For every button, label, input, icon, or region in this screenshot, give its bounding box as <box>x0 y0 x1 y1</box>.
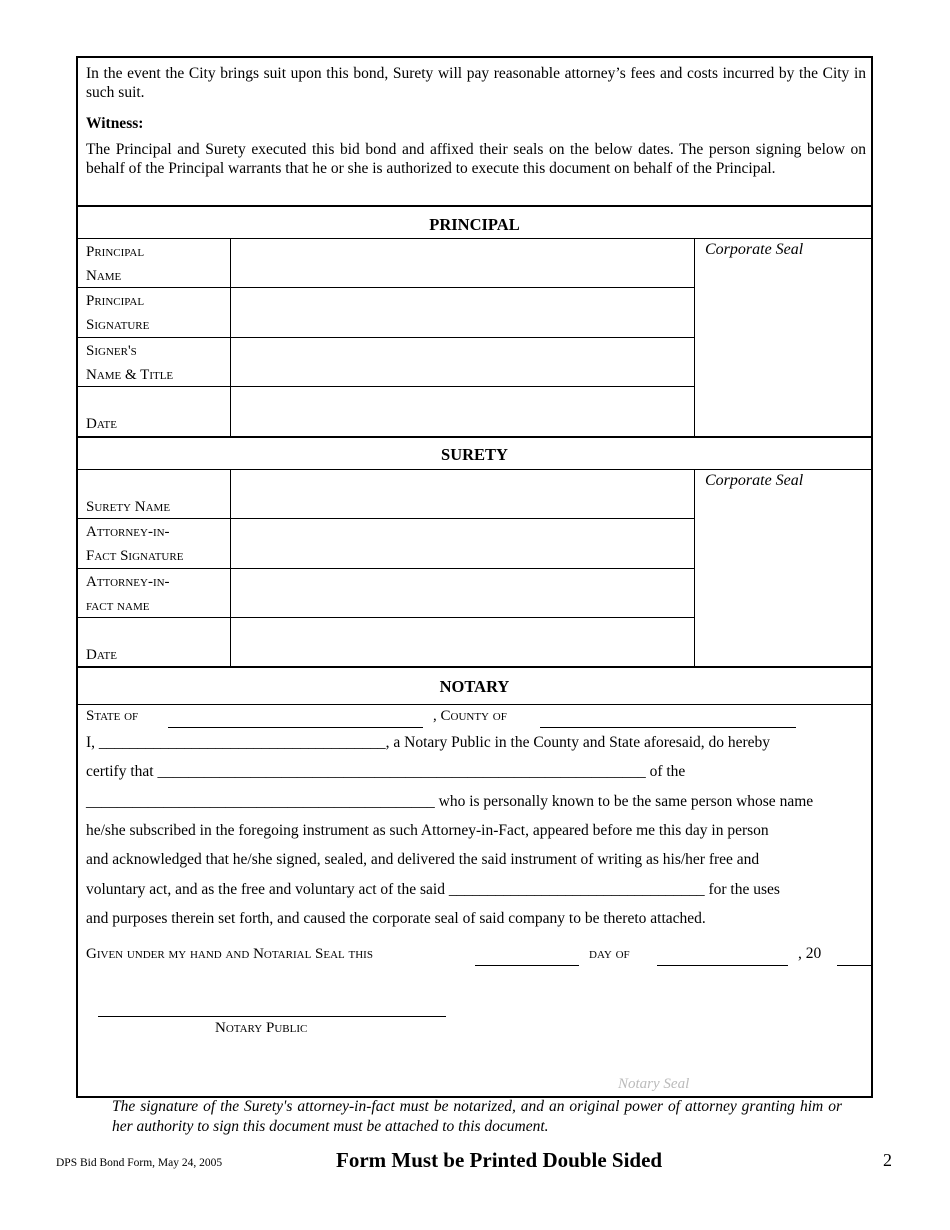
county-field-line <box>540 727 796 728</box>
year-prefix: , 20 <box>798 945 822 962</box>
label-line: Attorney-in- <box>86 574 170 590</box>
label-line: Date <box>86 416 117 432</box>
day-of-label: day of <box>589 946 630 962</box>
divider <box>78 666 871 668</box>
principal-date-field[interactable] <box>231 387 693 436</box>
witness-heading: Witness: <box>86 115 144 132</box>
principal-signature-field[interactable] <box>231 288 693 337</box>
text-fragment: certify that <box>86 763 158 780</box>
label-line <box>86 471 170 495</box>
surety-date-field[interactable] <box>231 618 693 666</box>
form-id: DPS Bid Bond Form, May 24, 2005 <box>56 1157 223 1169</box>
label-line: Principal <box>86 244 145 260</box>
attorney-in-fact-signature-label <box>86 520 183 568</box>
text-fragment: of the <box>645 763 686 780</box>
page-number: 2 <box>883 1150 892 1170</box>
notary-name-blank[interactable]: _____________________________________ <box>98 734 386 751</box>
principal-name-label <box>86 240 144 288</box>
principal-name-field[interactable] <box>231 239 693 287</box>
month-field[interactable] <box>657 946 788 965</box>
label-line: Attorney-in- <box>86 524 170 540</box>
notary-text-line: and purposes therein set forth, and caused the corporate seal of said company to be thereto attached. <box>86 910 706 927</box>
label-line <box>86 388 117 412</box>
label-line: Date <box>86 647 117 663</box>
text-fragment: , a Notary Public in the County and State aforesaid, do hereby <box>385 734 771 751</box>
label-line: fact name <box>86 598 150 614</box>
label-line: Signer's <box>86 343 137 359</box>
principal-corporate-seal-label: Corporate Seal <box>705 241 804 258</box>
text-fragment: I, <box>86 734 99 751</box>
principal-signature-label <box>86 289 149 337</box>
notarization-footnote: The signature of the Surety's attorney-in-fact must be notarized, and an original power of attorney granting him or her authority to sign this document must be attached to this document. <box>112 1098 842 1135</box>
surety-title: SURETY <box>441 445 508 464</box>
notary-text-line <box>86 881 780 899</box>
notary-text-line: he/she subscribed in the foregoing instrument as such Attorney-in-Fact, appeared before me this day in person <box>86 822 769 839</box>
divider <box>694 238 695 437</box>
divider <box>78 205 871 207</box>
print-notice: Form Must be Printed Double Sided <box>336 1148 663 1172</box>
notary-title: NOTARY <box>439 677 510 696</box>
notary-text-line <box>86 763 685 781</box>
label-line: Name <box>86 268 122 284</box>
witness-paragraph: The Principal and Surety executed this bid bond and affixed their seals on the below dates. The person signing below on behalf of the Principal warrants that he or she is authorized to execute this document on behalf of the Principal. <box>86 141 866 177</box>
divider <box>78 436 871 438</box>
label-line <box>86 619 117 643</box>
day-field[interactable] <box>475 946 579 965</box>
state-of-label: State of <box>86 708 139 724</box>
text-fragment: for the uses <box>704 881 780 898</box>
label-line: Fact Signature <box>86 548 184 564</box>
surety-date-label <box>86 619 117 667</box>
day-field-line <box>475 965 579 966</box>
company-blank[interactable]: _____________________________________________ <box>86 793 435 810</box>
notary-public-label: Notary Public <box>215 1020 308 1036</box>
notary-text-line <box>86 793 813 811</box>
surety-corporate-seal-label: Corporate Seal <box>705 472 804 489</box>
label-line: Name & Title <box>86 367 174 383</box>
notary-signature-field[interactable] <box>98 983 446 1016</box>
intro-paragraph: In the event the City brings suit upon this bond, Surety will pay reasonable attorney’s fees and costs incurred by the City in such suit. <box>86 65 866 101</box>
surety-name-label <box>86 471 170 519</box>
given-under-hand-label: Given under my hand and Notarial Seal this <box>86 946 373 962</box>
attorney-in-fact-name-field[interactable] <box>231 569 693 617</box>
bond-form-box <box>76 56 873 1098</box>
label-line: Principal <box>86 293 145 309</box>
year-field[interactable] <box>837 946 873 965</box>
signer-name-title-label <box>86 339 173 387</box>
label-line: Signature <box>86 317 150 333</box>
divider <box>694 469 695 667</box>
notary-text-line <box>86 734 770 752</box>
attorney-in-fact-name-label <box>86 570 170 618</box>
state-field-line <box>168 727 423 728</box>
month-field-line <box>657 965 788 966</box>
principal-date-label <box>86 388 117 436</box>
attorney-in-fact-signature-field[interactable] <box>231 519 693 568</box>
surety-name-field[interactable] <box>231 470 693 518</box>
surety-company-blank[interactable]: _________________________________ <box>448 881 705 898</box>
state-field[interactable] <box>168 708 423 727</box>
county-of-label: , County of <box>433 708 507 724</box>
text-fragment: voluntary act, and as the free and voluntary act of the said <box>86 881 449 898</box>
notary-text-line: and acknowledged that he/she signed, sealed, and delivered the said instrument of writing as his/her free and <box>86 851 760 868</box>
text-fragment: who is personally known to be the same person whose name <box>434 793 814 810</box>
signer-name-title-field[interactable] <box>231 338 693 386</box>
county-field[interactable] <box>540 708 796 727</box>
principal-title: PRINCIPAL <box>429 215 520 234</box>
label-line: Surety Name <box>86 499 171 515</box>
notary-seal-label: Notary Seal <box>618 1076 690 1092</box>
year-field-line <box>837 965 873 966</box>
certify-name-blank[interactable]: _______________________________________________________________ <box>157 763 646 780</box>
divider <box>78 704 871 705</box>
notary-signature-line <box>98 1016 446 1017</box>
